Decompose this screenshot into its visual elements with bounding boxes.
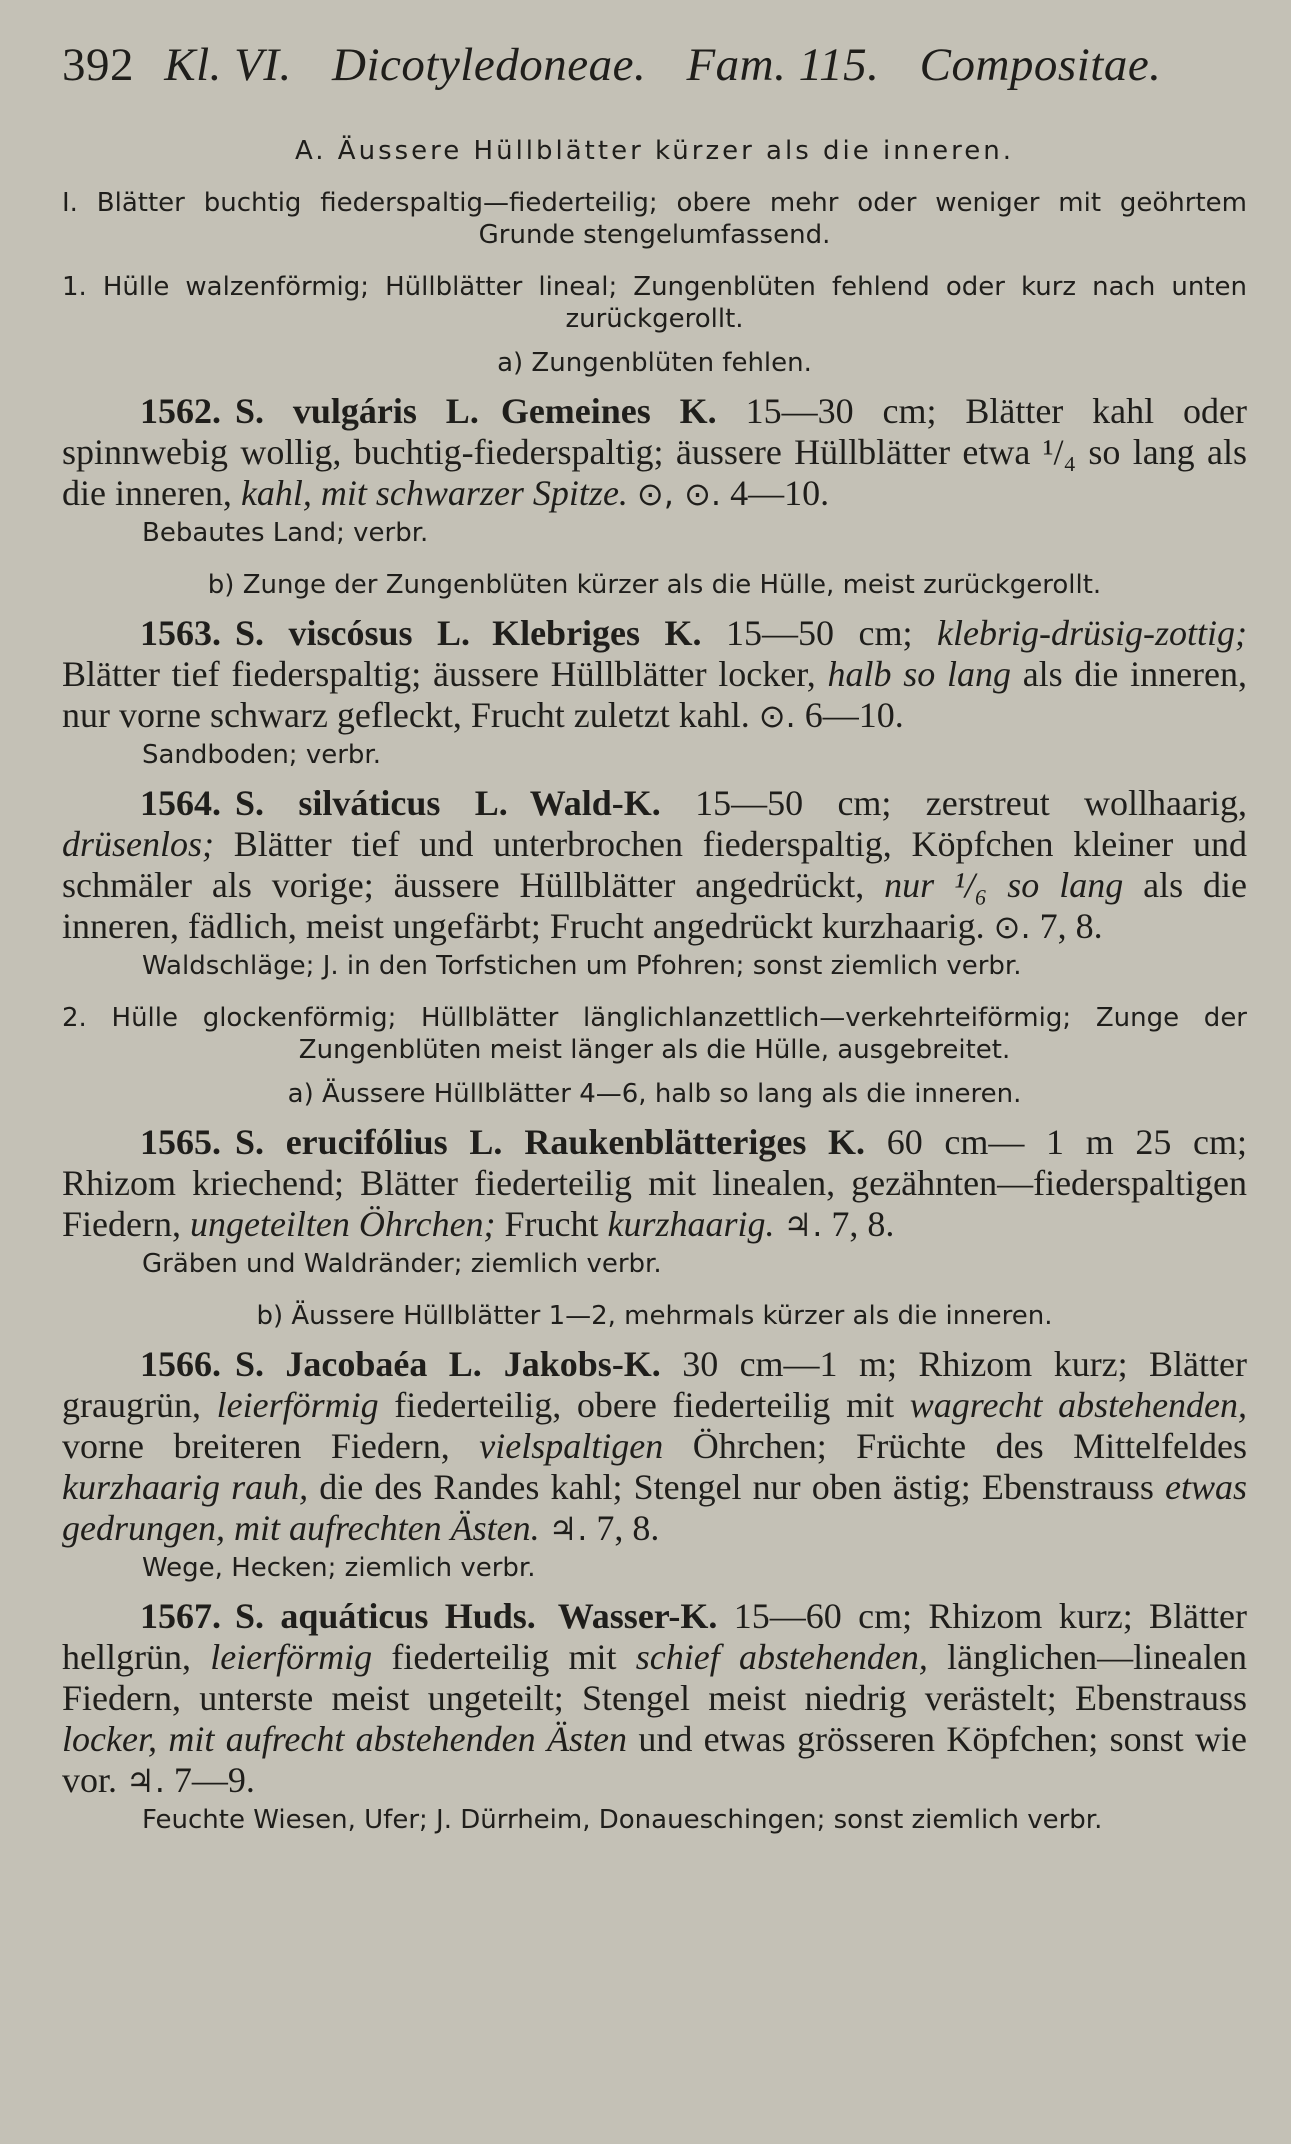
species-name: S. Jacobaéa L. bbox=[235, 1344, 482, 1384]
entry-text: vorne breiteren Fiedern, bbox=[62, 1426, 450, 1466]
entry-number: 1563. bbox=[140, 613, 221, 653]
key-heading-2a: a) Äussere Hüllblätter 4—6, halb so lang als die inneren. bbox=[287, 1079, 1022, 1109]
flowering-months: 7, 8. bbox=[1039, 906, 1103, 946]
lifeform-symbol: ⊙, ⊙. bbox=[636, 475, 722, 513]
entry-italic: ungeteilten Öhrchen; bbox=[189, 1204, 496, 1244]
entry-italic: wagrecht abstehenden, bbox=[909, 1385, 1248, 1425]
entry-text: 15—50 cm; bbox=[726, 613, 913, 653]
entry-text: länglichen—linealen Fiedern, unterste meist ungeteilt; Stengel meist niedrig verästelt; Ebenstrauss bbox=[62, 1637, 1248, 1718]
german-name: Wald-K. bbox=[529, 783, 661, 823]
key-heading-1: 1. Hülle walzenförmig; Hüllblätter lineal; Zungenblüten fehlend oder kurz nach unten zurückgerollt. bbox=[62, 272, 1247, 334]
key-heading-1b: b) Zunge der Zungenblüten kürzer als die Hülle, meist zurückgerollt. bbox=[207, 570, 1102, 600]
flowering-months: 7, 8. bbox=[596, 1508, 660, 1548]
flowering-months: 7—9. bbox=[173, 1760, 255, 1800]
entry-text: 15—30 cm; Blätter kahl oder spinnwebig wollig, buchtig-fiederspaltig; äussere Hüllblätter etwa ¹/₄ so lang als die inneren, bbox=[62, 391, 1248, 513]
entry-text: Frucht bbox=[504, 1204, 599, 1244]
entry-text: 30 cm—1 m; Rhizom kurz; Blätter graugrün, bbox=[62, 1344, 1247, 1425]
entry-italic: nur ¹/₆ so lang bbox=[884, 865, 1124, 905]
entry-text: Blätter tief fiederspaltig; äussere Hüllblätter locker, bbox=[62, 654, 816, 694]
entry-italic: halb so lang bbox=[827, 654, 1011, 694]
german-name: Jakobs-K. bbox=[503, 1344, 661, 1384]
german-name: Wasser-K. bbox=[557, 1596, 718, 1636]
entry-text: Öhrchen; Früchte des Mittelfeldes bbox=[692, 1426, 1248, 1466]
habitat-1565: Gräben und Waldränder; ziemlich verbr. bbox=[142, 1249, 662, 1279]
german-name: Gemeines K. bbox=[500, 391, 717, 431]
entry-text: fiederteilig, obere fiederteilig mit bbox=[394, 1385, 895, 1425]
page-body bbox=[62, 135, 1247, 1836]
entry-italic: klebrig-drüsig-zottig; bbox=[937, 613, 1248, 653]
species-entry-1563 bbox=[62, 613, 1247, 737]
family-label: Fam. 115. bbox=[686, 39, 880, 91]
division-label: Dicotyledoneae. bbox=[332, 39, 647, 91]
habitat-1562: Bebautes Land; verbr. bbox=[142, 518, 429, 548]
entry-text: 15—60 cm; Rhizom kurz; Blätter hellgrün, bbox=[62, 1596, 1247, 1677]
lifeform-symbol: ♃. bbox=[783, 1206, 823, 1244]
entry-italic: kahl, mit schwarzer Spitze. bbox=[240, 473, 628, 513]
species-entry-1565 bbox=[62, 1122, 1247, 1246]
species-name: S. erucifólius L. bbox=[235, 1122, 503, 1162]
entry-italic: locker, bbox=[62, 1719, 157, 1759]
entry-text: und etwas grösseren Köpfchen; sonst wie vor. bbox=[62, 1719, 1247, 1800]
entry-text: 60 cm— 1 m 25 cm; Rhizom kriechend; Blätter fiederteilig mit linealen, gezähnten—fiederspaltigen Fiedern, bbox=[62, 1122, 1248, 1244]
entry-number: 1562. bbox=[140, 391, 221, 431]
page-number: 392 bbox=[62, 39, 134, 91]
entry-italic: kurzhaarig rauh, bbox=[62, 1467, 309, 1507]
entry-italic: mit aufrecht abstehenden Ästen bbox=[168, 1719, 627, 1759]
entry-number: 1567. bbox=[140, 1596, 221, 1636]
german-name: Raukenblätteriges K. bbox=[524, 1122, 866, 1162]
species-entry-1567 bbox=[62, 1596, 1247, 1802]
flowering-months: 6—10. bbox=[804, 695, 904, 735]
habitat-1564: Waldschläge; J. in den Torfstichen um Pfohren; sonst ziemlich verbr. bbox=[142, 951, 1022, 981]
flowering-months: 4—10. bbox=[730, 473, 830, 513]
entry-number: 1564. bbox=[140, 783, 221, 823]
habitat-1567: Feuchte Wiesen, Ufer; J. Dürrheim, Donaueschingen; sonst ziemlich verbr. bbox=[142, 1805, 1103, 1835]
entry-italic: etwas gedrungen, mit aufrechten Ästen. bbox=[62, 1467, 1248, 1548]
habitat-1566: Wege, Hecken; ziemlich verbr. bbox=[142, 1553, 536, 1583]
family-name: Compositae. bbox=[919, 39, 1162, 91]
entry-text: 15—50 cm; zerstreut wollhaarig, bbox=[695, 783, 1247, 823]
habitat-1563: Sandboden; verbr. bbox=[142, 740, 381, 770]
entry-text: als die inneren, fädlich, meist ungefärbt; Frucht angedrückt kurzhaarig. bbox=[62, 865, 1247, 946]
entry-italic: leierförmig bbox=[210, 1637, 373, 1677]
species-name: S. silváticus L. bbox=[235, 783, 508, 823]
entry-text: die des Randes kahl; Stengel nur oben ästig; Ebenstrauss bbox=[319, 1467, 1154, 1507]
entry-italic: kurzhaarig. bbox=[607, 1204, 775, 1244]
species-entry-1564 bbox=[62, 783, 1247, 948]
class-label: Kl. VI. bbox=[164, 39, 292, 91]
key-heading-a: A. Äussere Hüllblätter kürzer als die inneren. bbox=[294, 136, 1015, 166]
lifeform-symbol: ♃. bbox=[126, 1762, 165, 1800]
entry-number: 1565. bbox=[140, 1122, 221, 1162]
entry-italic: leierförmig bbox=[216, 1385, 379, 1425]
flowering-months: 7, 8. bbox=[831, 1204, 895, 1244]
key-heading-1a: a) Zungenblüten fehlen. bbox=[497, 348, 812, 378]
species-entry-1566 bbox=[62, 1344, 1247, 1550]
german-name: Klebriges K. bbox=[492, 613, 702, 653]
species-name: S. aquáticus Huds. bbox=[235, 1596, 536, 1636]
key-heading-2: 2. Hülle glockenförmig; Hüllblätter länglichlanzettlich—verkehrteiförmig; Zunge der Zungenblüten meist länger als die Hülle, ausgebreitet. bbox=[62, 1003, 1247, 1065]
species-name: S. viscósus L. bbox=[235, 613, 471, 653]
lifeform-symbol: ⊙. bbox=[758, 697, 796, 735]
lifeform-symbol: ♃. bbox=[548, 1510, 588, 1548]
entry-number: 1566. bbox=[140, 1344, 221, 1384]
key-heading-2b: b) Äussere Hüllblätter 1—2, mehrmals kürzer als die inneren. bbox=[256, 1301, 1053, 1331]
entry-italic: schief abstehenden, bbox=[635, 1637, 928, 1677]
species-name: S. vulgáris L. bbox=[235, 391, 479, 431]
species-entry-1562 bbox=[62, 391, 1247, 515]
entry-text: Blätter tief und unterbrochen fiederspaltig, Köpfchen kleiner und schmäler als vorige; äussere Hüllblätter angedrückt, bbox=[62, 824, 1248, 905]
key-heading-i: I. Blätter buchtig fiederspaltig—fiederteilig; obere mehr oder weniger mit geöhrtem Grunde stengelumfassend. bbox=[62, 188, 1247, 250]
running-head bbox=[62, 38, 1232, 92]
entry-italic: drüsenlos; bbox=[62, 824, 214, 864]
lifeform-symbol: ⊙. bbox=[993, 908, 1031, 946]
entry-text: fiederteilig mit bbox=[391, 1637, 617, 1677]
entry-text: als die inneren, nur vorne schwarz gefleckt, Frucht zuletzt kahl. bbox=[62, 654, 1248, 735]
entry-italic: vielspaltigen bbox=[479, 1426, 664, 1466]
